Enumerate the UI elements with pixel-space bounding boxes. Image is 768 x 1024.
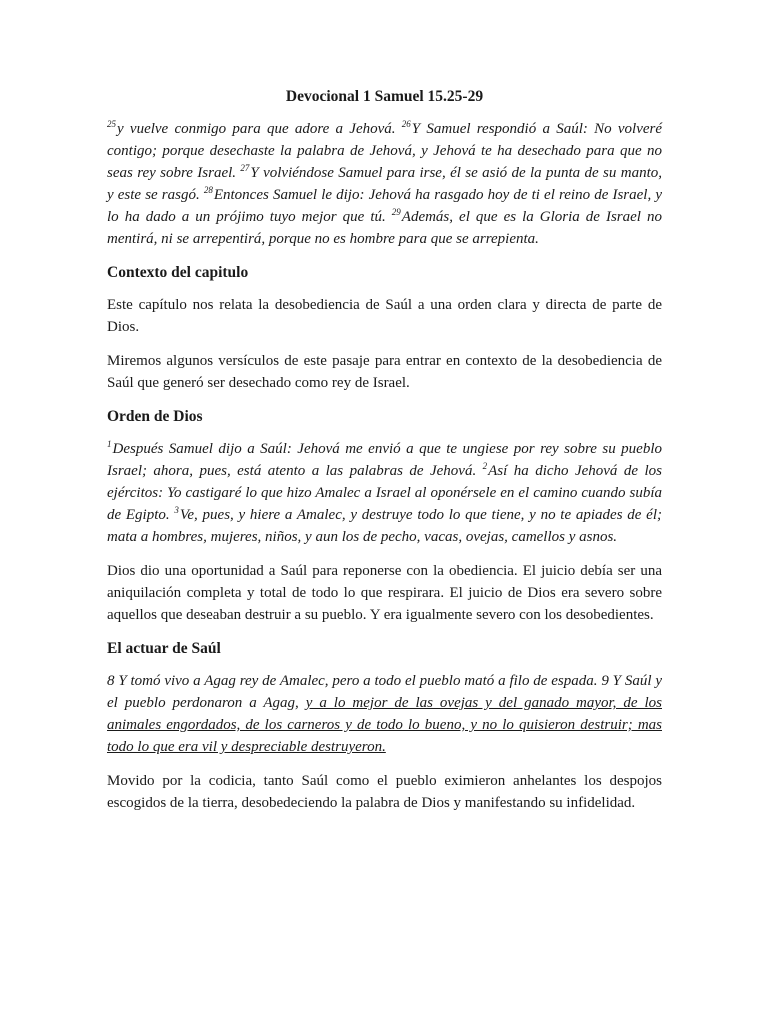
verse-number: 27 — [240, 163, 250, 173]
verse-number: 28 — [203, 185, 213, 195]
document-page — [107, 88, 662, 826]
verse-number: 2 — [482, 461, 488, 471]
paragraph: Miremos algunos versículos de este pasaje para entrar en contexto de la desobediencia de Saúl que generó ser desechado como rey de Israel. — [107, 353, 662, 391]
verse-text: Después Samuel dijo a Saúl: Jehová me envió a que te ungiese por rey sobre su pueblo Israel; ahora, pues, está atento a las palabras de Jehová. — [107, 441, 662, 479]
verse-text: Así ha dicho Jehová de los ejércitos: Yo castigaré lo que hizo Amalec a Israel al oponérsele en el camino cuando subía de Egipto. — [107, 463, 662, 523]
passage-1-samuel-15-8-9 — [107, 670, 662, 758]
underlined-verse-text: y a lo mejor de las ovejas y del ganado mayor, de los animales engordados, de los carneros y de todo lo bueno, y no lo quisieron destruir; mas todo lo que era vil y despreciable destruyeron. — [107, 695, 662, 755]
verse-number: 29 — [391, 207, 401, 217]
section-heading-contexto: Contexto del capitulo — [107, 264, 249, 281]
verse-number: 26 — [401, 119, 411, 129]
verse-number: 1 — [107, 439, 112, 449]
verse-text: Entonces Samuel le dijo: Jehová ha rasgado hoy de ti el reino de Israel, y lo ha dado a un prójimo tuyo mejor que tú. — [107, 187, 662, 225]
verse-number: 3 — [174, 505, 179, 515]
paragraph: Este capítulo nos relata la desobediencia de Saúl a una orden clara y directa de parte de Dios. — [107, 297, 662, 335]
paragraph: Dios dio una oportunidad a Saúl para reponerse con la obediencia. El juicio debía ser una aniquilación completa y total de todo lo que respirara. El juicio de Dios era severo sobre aquellos que deseaban destruir a su pueblo. Y era igualmente severo con los desobedientes. — [107, 563, 662, 623]
paragraph: Movido por la codicia, tanto Saúl como el pueblo eximieron anhelantes los despojos escogidos de la tierra, desobedeciendo la palabra de Dios y manifestando su infidelidad. — [107, 773, 662, 811]
section-heading-orden: Orden de Dios — [107, 408, 203, 425]
verse-text: 8 Y tomó vivo a Agag rey de Amalec, pero a todo el pueblo mató a filo de espada. 9 Y Saúl y el pueblo perdonaron a Agag, — [107, 673, 662, 711]
section-heading-actuar: El actuar de Saúl — [107, 640, 221, 657]
verse-text: Además, el que es la Gloria de Israel no mentirá, ni se arrepentirá, porque no es hombre para que se arrepienta. — [107, 209, 662, 247]
verse-text: Y Samuel respondió a Saúl: No volveré contigo; porque desechaste la palabra de Jehová, y Jehová te ha desechado para que no seas rey sobre Israel. — [107, 121, 662, 181]
verse-number: 25 — [107, 119, 116, 129]
verse-text: y vuelve conmigo para que adore a Jehová. — [117, 121, 402, 137]
document-title: Devocional 1 Samuel 15.25-29 — [285, 88, 484, 105]
passage-1-samuel-15-1-3 — [107, 438, 662, 548]
verse-text: Y volviéndose Samuel para irse, él se asió de la punta de su manto, y este se rasgó. — [107, 165, 662, 203]
verse-text: Ve, pues, y hiere a Amalec, y destruye todo lo que tiene, y no te apiades de él; mata a hombres, mujeres, niños, y aun los de pecho, vacas, ovejas, camellos y asnos. — [107, 507, 662, 545]
passage-1-samuel-15-25-29 — [107, 118, 662, 250]
